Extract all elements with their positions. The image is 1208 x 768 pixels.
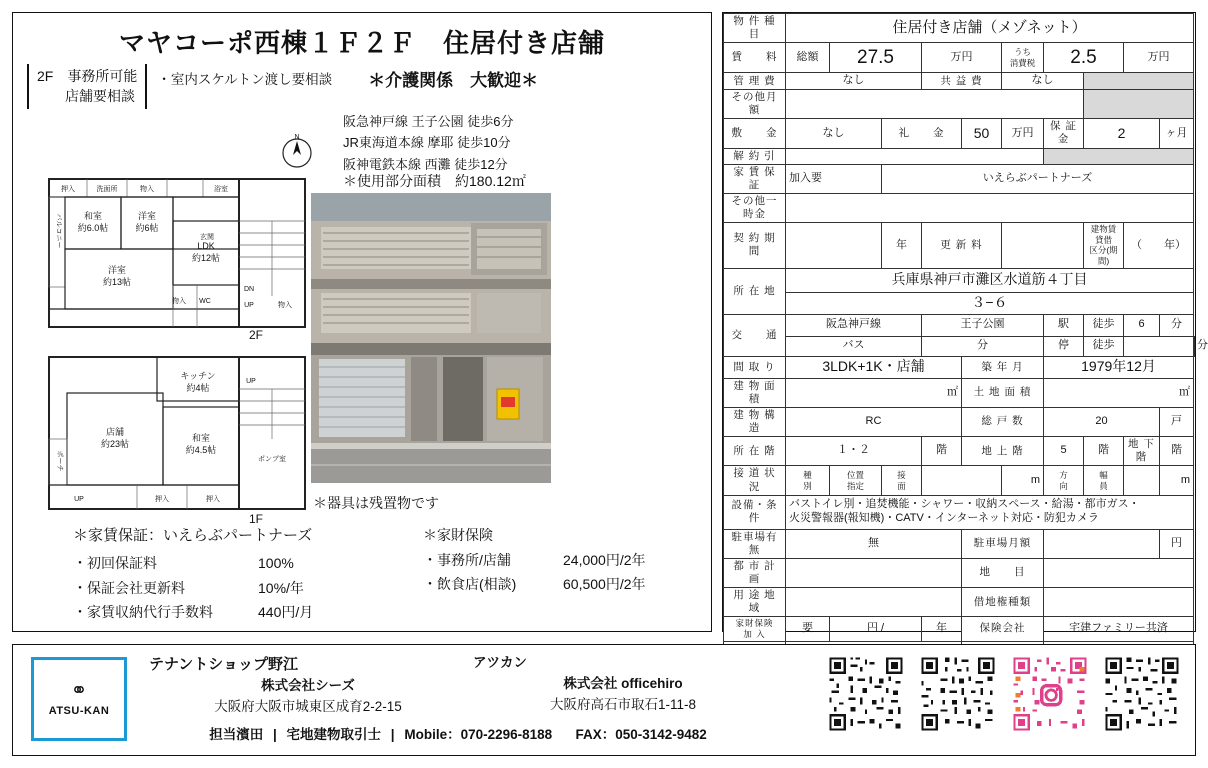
value-city-planning [786, 558, 962, 587]
contract-period-value [786, 223, 882, 269]
label-layout: 間 取 り [724, 356, 786, 378]
bus-label: バス [786, 336, 922, 356]
row-management-fee [724, 73, 1195, 90]
logo-mark-icon: ⚭ [70, 680, 88, 702]
label-cancellation: 解 約 引 [724, 148, 786, 164]
floor-plan [27, 121, 327, 526]
label-contents-insurance: 家財保険 加 入 [724, 617, 786, 641]
label-lease-type: 建物賃貸借 区分(期間) [1084, 223, 1124, 269]
svg-text:LDK: LDK [197, 241, 215, 251]
value-land-area: ㎡ [1044, 378, 1194, 407]
label-floor: 所 在 階 [724, 437, 786, 466]
insurance-row [423, 572, 646, 597]
svg-text:バルコニー: バルコニー [55, 213, 62, 249]
rent-guarantee-company: いえらぶパートナーズ [882, 164, 1194, 193]
transport-minutes: 6 [1124, 314, 1160, 336]
usage-bracket [27, 64, 147, 109]
rent-value: 27.5 [830, 43, 922, 73]
value-road-width [1124, 466, 1160, 495]
company-2-name: 株式会社 officehiro [563, 675, 683, 691]
value-lease-type: （ 年） [1124, 223, 1194, 269]
svg-text:洗面所: 洗面所 [96, 186, 118, 193]
label-road-width: 幅 員 [1084, 466, 1124, 495]
svg-text:浴室: 浴室 [214, 186, 228, 193]
value-facilities [786, 495, 1194, 529]
access-block [343, 111, 513, 175]
other-monthly-shaded [1084, 90, 1194, 119]
unit-guarantee-money: ヶ月 [1160, 119, 1194, 148]
unit-total-units: 戸 [1160, 407, 1194, 436]
svg-text:物入: 物入 [140, 186, 154, 193]
divider-2: | [390, 727, 395, 742]
value-property-type: 住居付き店舗（メゾネット） [786, 14, 1194, 43]
label-road-kind: 種 別 [786, 466, 830, 495]
row-address-2 [724, 292, 1195, 314]
row-contents-insurance [724, 617, 1195, 641]
row-facilities [724, 495, 1195, 529]
value-road-face [922, 466, 1002, 495]
row-deposit [724, 119, 1195, 148]
label-road-access: 接 道 状 況 [724, 466, 786, 495]
insurance-block [423, 523, 646, 597]
logo-text: ATSU-KAN [48, 705, 110, 717]
unit-parking-fee: 円 [1160, 529, 1194, 558]
label-transport: 交 通 [724, 314, 786, 356]
row-layout [724, 356, 1195, 378]
svg-text:2F: 2F [249, 328, 264, 342]
usage-line-2: 店舗要相談 [37, 88, 135, 105]
tax-unit: 万円 [1124, 43, 1194, 73]
agent-mobile: Mobile：070-2296-8188 [404, 727, 553, 742]
page-title: マヤコーポ西棟１Ｆ２Ｆ 住居付き店舗 [118, 28, 605, 58]
bus-walk: 徒歩 [1084, 336, 1124, 356]
guarantee-row [73, 600, 313, 625]
svg-text:約13帖: 約13帖 [102, 277, 132, 287]
insurance-row [423, 548, 646, 573]
qr-code-2[interactable] [919, 655, 997, 733]
value-contents-insurance: 要 [786, 617, 830, 641]
value-total-units: 20 [1044, 407, 1160, 436]
cancellation-shaded [1044, 148, 1194, 164]
row-contract-period [724, 223, 1195, 269]
label-basement: 地 下 階 [1124, 437, 1160, 466]
bus-stop: 停 [1044, 336, 1084, 356]
tax-value: 2.5 [1044, 43, 1124, 73]
svg-text:押入: 押入 [155, 496, 169, 503]
access-line-2: JR東海道本線 摩耶 徒歩10分 [343, 135, 511, 151]
qr-code-4[interactable] [1103, 655, 1181, 733]
svg-text:ポーチ: ポーチ [56, 450, 63, 472]
unit-above-ground: 階 [1084, 437, 1124, 466]
insurance-label-0: ・事務所/店舗 [423, 551, 511, 568]
row-address-1 [724, 268, 1195, 292]
facilities-line-2: 火災警報器(報知機)・CATV・インターネット対応・防犯カメラ [789, 512, 1099, 525]
label-total-units: 総 戸 数 [962, 407, 1044, 436]
label-land-category: 地 目 [962, 558, 1044, 587]
value-other-monthly [786, 90, 1084, 119]
svg-text:和室: 和室 [191, 433, 211, 443]
management-fee-shaded [1084, 73, 1194, 90]
row-property-type [724, 14, 1195, 43]
value-parking-fee [1044, 529, 1160, 558]
transport-minutes-unit: 分 [1160, 314, 1194, 336]
rent-unit: 万円 [922, 43, 1002, 73]
svg-text:ポンプ室: ポンプ室 [258, 456, 286, 463]
guarantee-value-0: 100% [258, 555, 294, 572]
value-common-fee: なし [1002, 73, 1084, 90]
svg-text:約23帖: 約23帖 [100, 439, 130, 449]
svg-text:WC: WC [199, 298, 211, 305]
svg-text:店舗: 店舗 [105, 427, 125, 437]
label-common-fee: 共 益 費 [922, 73, 1002, 90]
svg-text:物入: 物入 [172, 298, 186, 305]
value-structure: RC [786, 407, 962, 436]
unit-key-money: 万円 [1002, 119, 1044, 148]
label-build-date: 築 年 月 [962, 356, 1044, 378]
divider-1: | [272, 727, 277, 742]
qr-code-1[interactable] [827, 655, 905, 733]
svg-text:DN: DN [243, 286, 255, 293]
label-management-fee: 管 理 費 [724, 73, 786, 90]
value-renewal-fee [1002, 223, 1084, 269]
svg-text:押入: 押入 [206, 496, 220, 503]
value-cancellation [786, 148, 1044, 164]
label-address: 所 在 地 [724, 268, 786, 314]
label-land-area: 土 地 面 積 [962, 378, 1044, 407]
guarantee-label-1: ・保証会社更新料 [73, 579, 185, 596]
qr-code-instagram[interactable] [1011, 655, 1089, 733]
svg-text:約4帖: 約4帖 [186, 383, 210, 393]
facilities-line-1: バストイレ別・追焚機能・シャワー・収納スペース・給湯・都市ガス・ [789, 498, 1140, 511]
insurance-value-0: 24,000円/2年 [563, 551, 646, 568]
svg-text:和室: 和室 [83, 211, 103, 221]
title-row [13, 13, 711, 60]
building-photo [311, 193, 551, 483]
value-above-ground: 5 [1044, 437, 1084, 466]
bus-minutes-unit: 分 [922, 336, 1044, 356]
label-leasehold: 借地権種類 [962, 588, 1044, 617]
value-building-area: ㎡ [786, 378, 962, 407]
svg-text:UP: UP [74, 496, 84, 503]
value-rent-guarantee: 加入要 [786, 164, 882, 193]
bus-walk-unit: 分 [1197, 339, 1208, 352]
guarantee-value-1: 10%/年 [258, 579, 304, 596]
svg-text:物入: 物入 [278, 302, 292, 309]
row-other-lumpsum [724, 193, 1195, 222]
svg-text:洋室: 洋室 [107, 265, 127, 275]
area-note: ＊使用部分面積 約180.12㎡ [343, 173, 526, 189]
label-rent: 賃 料 [724, 43, 786, 73]
svg-text:1F: 1F [249, 512, 264, 526]
company-logo [31, 657, 127, 741]
row-transport-rail [724, 314, 1195, 336]
transport-station: 王子公園 [922, 314, 1044, 336]
usage-line-1: 2F 事務所可能 [37, 68, 138, 84]
row-city-planning [724, 558, 1195, 587]
svg-text:玄関: 玄関 [200, 234, 214, 241]
bus-walk-minutes [1124, 336, 1208, 356]
agent-name: 担当濱田 [209, 727, 264, 742]
row-parking [724, 529, 1195, 558]
row-zoning [724, 588, 1195, 617]
label-renewal-fee: 更 新 料 [922, 223, 1002, 269]
svg-text:約6.0帖: 約6.0帖 [77, 223, 109, 233]
skeleton-note: ・室内スケルトン渡し要相談 [157, 72, 333, 87]
transport-eki: 駅 [1044, 314, 1084, 336]
label-facilities: 設備・条件 [724, 495, 786, 529]
transport-walk: 徒歩 [1084, 314, 1124, 336]
insurance-label-1: ・飲食店(相談) [423, 576, 517, 592]
label-road-direction: 方 向 [1044, 466, 1084, 495]
care-note: ＊介護関係 大歓迎＊ [368, 71, 539, 90]
label-city-planning: 都 市 計 画 [724, 558, 786, 587]
agent-fax: FAX：050-3142-9482 [575, 727, 707, 742]
company-1-shop: テナントショップ野江 [149, 656, 298, 673]
footer-panel [12, 644, 1196, 756]
rent-sublabel: 総額 [786, 43, 830, 73]
label-structure: 建 物 構 造 [724, 407, 786, 436]
company-2-address: 大阪府高石市取石1-11-8 [549, 696, 697, 712]
value-guarantee-money: 2 [1084, 119, 1160, 148]
label-tax: うち 消費税 [1002, 43, 1044, 73]
divider-3 [556, 727, 572, 742]
value-insurance-company: 宅建ファミリー共済 [1044, 617, 1194, 641]
company-1-name: 株式会社シーズ [261, 678, 355, 694]
qr-code-area [827, 655, 1181, 733]
access-line-3: 阪神電鉄本線 西灘 徒歩12分 [343, 156, 508, 172]
value-zoning [786, 588, 962, 617]
row-road-access [724, 466, 1195, 495]
unit-floor: 階 [922, 437, 962, 466]
row-other-monthly [724, 90, 1195, 119]
row-areas [724, 378, 1195, 407]
label-zoning: 用 途 地 域 [724, 588, 786, 617]
unit-road-face: m [1002, 466, 1044, 495]
fixtures-note: ＊器具は残置物です [313, 495, 439, 511]
row-structure [724, 407, 1195, 436]
label-other-monthly: その他月額 [724, 90, 786, 119]
label-contract-period: 契 約 期 間 [724, 223, 786, 269]
label-other-lumpsum: その他一時金 [724, 193, 786, 222]
insurance-year: 年 [922, 617, 962, 641]
unit-basement: 階 [1160, 437, 1194, 466]
left-panel [12, 12, 712, 632]
svg-text:UP: UP [244, 302, 254, 309]
guarantee-value-2: 440円/月 [258, 604, 314, 621]
label-parking: 駐車場有無 [724, 529, 786, 558]
label-insurance-company: 保険会社 [962, 617, 1044, 641]
row-cancellation [724, 148, 1195, 164]
row-transport-bus [724, 336, 1195, 356]
spec-table [723, 13, 1208, 704]
value-key-money: 50 [962, 119, 1002, 148]
svg-text:押入: 押入 [61, 186, 75, 193]
contract-period-unit: 年 [882, 223, 922, 269]
insurance-amount: 円 / [830, 617, 922, 641]
value-address-line2: ３−６ [786, 292, 1194, 314]
label-guarantee-money: 保 証 金 [1044, 119, 1084, 148]
agent-license: 宅地建物取引士 [286, 727, 382, 742]
svg-text:約6帖: 約6帖 [135, 223, 159, 233]
svg-text:約4.5帖: 約4.5帖 [185, 445, 217, 455]
company-2-block [473, 653, 773, 716]
guarantee-block [73, 523, 313, 625]
unit-road-width: m [1160, 466, 1194, 495]
label-property-type: 物 件 種 目 [724, 14, 786, 43]
guarantee-heading: ＊家賃保証：いえらぶパートナーズ [73, 527, 313, 544]
value-address-line1: 兵庫県神戸市灘区水道筋４丁目 [786, 268, 1194, 292]
value-leasehold [1044, 588, 1194, 617]
value-parking: 無 [786, 529, 962, 558]
label-deposit: 敷 金 [724, 119, 786, 148]
subtitle-row [13, 60, 711, 109]
label-road-face: 接 面 [882, 466, 922, 495]
svg-text:約12帖: 約12帖 [191, 253, 221, 263]
label-building-area: 建 物 面 積 [724, 378, 786, 407]
label-parking-fee: 駐車場月額 [962, 529, 1044, 558]
svg-text:N: N [294, 134, 300, 141]
access-line-1: 阪急神戸線 王子公園 徒歩6分 [343, 114, 514, 129]
company-1-block [143, 653, 473, 718]
svg-text:UP: UP [246, 378, 256, 385]
label-key-money: 礼 金 [882, 119, 962, 148]
row-rent-guarantee [724, 164, 1195, 193]
company-2-shop: アツカン [473, 655, 527, 670]
label-road-position: 位置 指定 [830, 466, 882, 495]
value-other-lumpsum [786, 193, 1194, 222]
guarantee-label-2: ・家賃収納代行手数料 [73, 604, 213, 621]
value-deposit: なし [786, 119, 882, 148]
svg-text:洋室: 洋室 [137, 211, 157, 221]
insurance-value-1: 60,500円/2年 [563, 576, 646, 592]
transport-line: 阪急神戸線 [786, 314, 922, 336]
row-floor [724, 437, 1195, 466]
guarantee-row [73, 576, 313, 601]
spec-panel [722, 12, 1208, 639]
agent-contact-line [143, 723, 773, 743]
label-above-ground: 地 上 階 [962, 437, 1044, 466]
value-build-date: 1979年12月 [1044, 356, 1194, 378]
label-rent-guarantee: 家 賃 保 証 [724, 164, 786, 193]
value-land-category [1044, 558, 1194, 587]
row-rent [724, 43, 1195, 73]
company-1-address: 大阪府大阪市城東区成育2-2-15 [214, 699, 402, 715]
value-floor: １・２ [786, 437, 922, 466]
guarantee-row [73, 551, 313, 576]
insurance-heading: ＊家財保険 [423, 527, 493, 543]
guarantee-label-0: ・初回保証料 [73, 555, 157, 572]
value-layout: 3LDK+1K・店舗 [786, 356, 962, 378]
value-management-fee: なし [786, 73, 922, 90]
svg-text:キッチン: キッチン [180, 371, 216, 381]
